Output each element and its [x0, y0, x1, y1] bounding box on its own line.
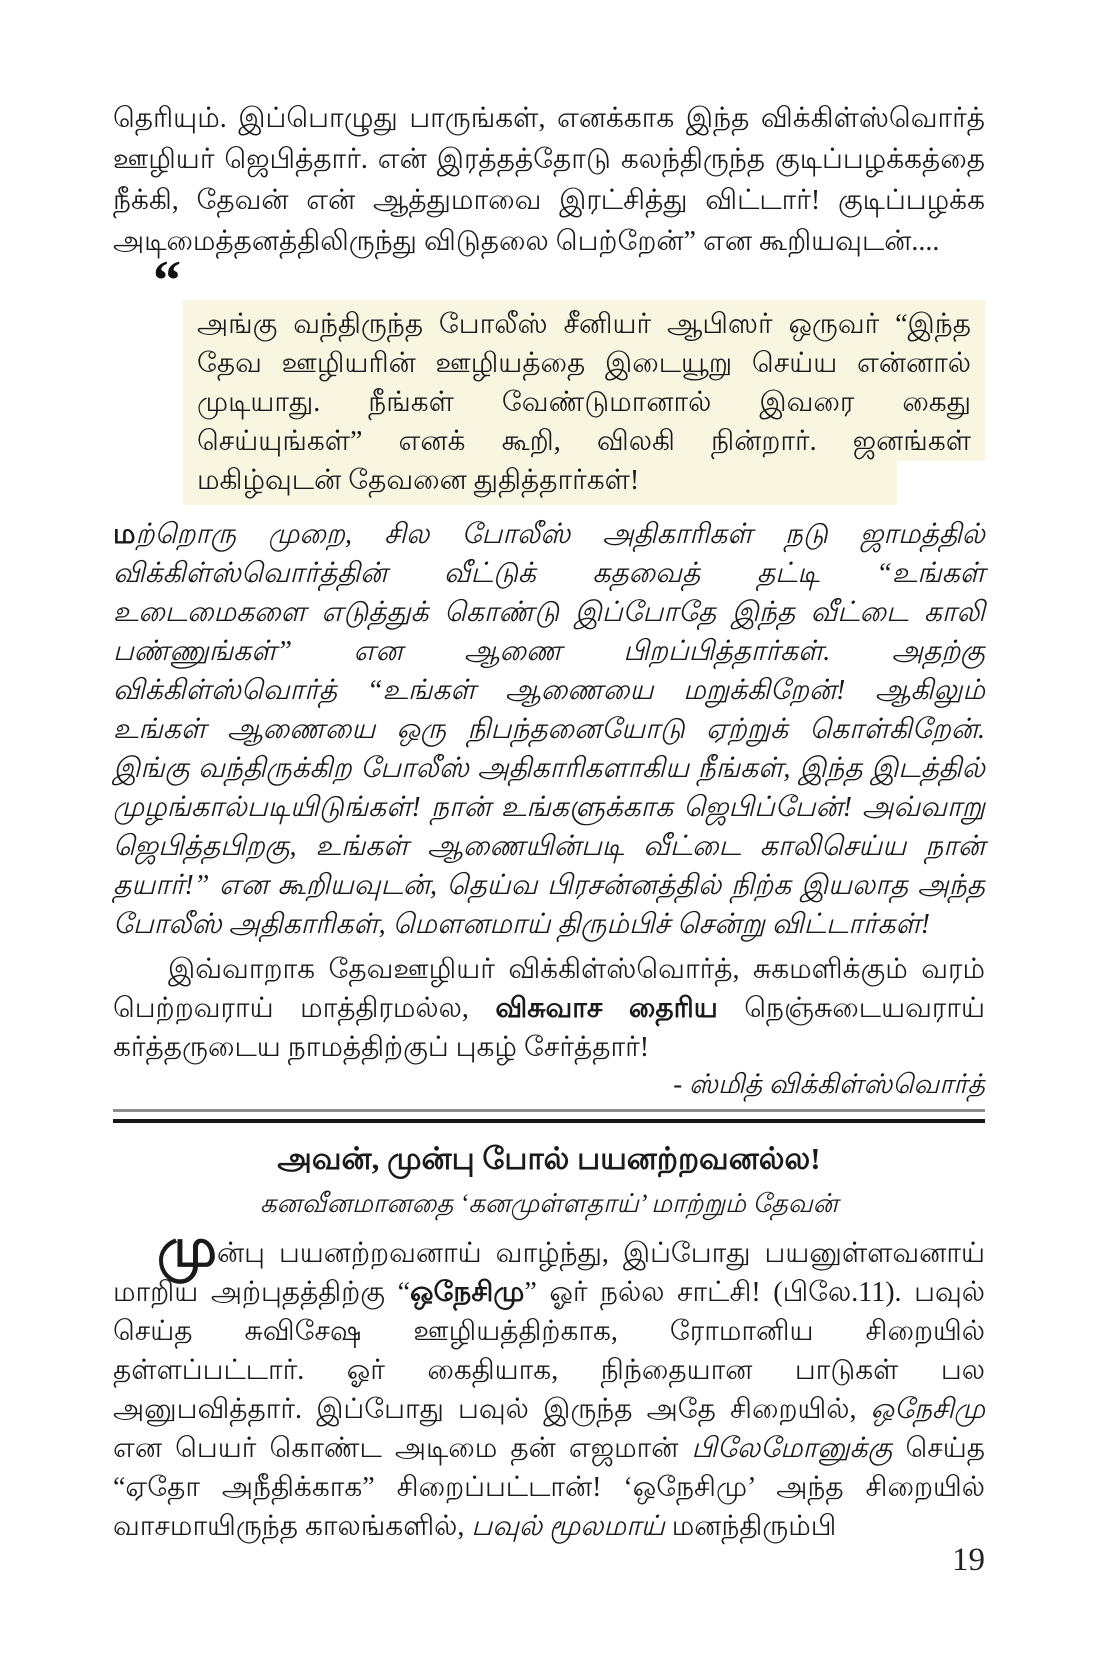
author-attribution: - ஸ்மித் விக்கிள்ஸ்வொர்த்	[673, 1069, 985, 1099]
section-subheading: கனவீனமானதை ‘கனமுள்ளதாய்’ மாற்றும் தேவன்	[260, 1189, 838, 1218]
onesimus-seg1: ன்பு பயனற்றவனாய் வாழ்ந்து, இப்போது பயனுள்ளவனாய் மாறிய அற்புதத்திற்கு “	[113, 1238, 985, 1308]
highlighted-quote-block	[183, 300, 985, 505]
paragraph-onesimus	[113, 1218, 986, 1546]
paragraph-summary-seg2: நெஞ்சுடையவராய் கர்த்தருடைய நாமத்திற்குப் புகழ் சேர்த்தார்!	[113, 993, 985, 1063]
onesimus-seg4: செய்த “ஏதோ அநீதிக்காக” சிறைப்பட்டான்! ‘ஒநேசிமு’ அந்த சிறையில் வாசமாயிருந்த காலங்களில்,	[113, 1433, 986, 1542]
paragraph-summary	[113, 950, 985, 1067]
paul-italic-run: பவுல் மூலமாய்	[471, 1511, 665, 1542]
opening-quote-icon: “	[153, 250, 181, 312]
onesimus-seg5: மனந்திரும்பி	[664, 1511, 837, 1542]
onesimus-seg2: ” ஓர் நல்ல சாட்சி! (பிலே.11). பவுல் செய்த சுவிசேஷ ஊழியத்திற்காக, ரோமானிய சிறையில் தள்ளப்பட்டார். ஓர் கைதியாக, நிந்தையான பாடுகள் பல அனுபவித்தார். இப்போது பவுல் இருந்த அதே சிறையில்,	[113, 1277, 985, 1425]
section-divider-rule	[113, 1109, 985, 1123]
paragraph-summary-bold: விசுவாச தைரிய	[495, 993, 718, 1024]
section-heading: அவன், முன்பு போல் பயனற்றவனல்ல!	[277, 1141, 821, 1176]
paragraph-police-incident	[113, 515, 985, 944]
onesimus-seg3: என பெயர் கொண்ட அடிமை தன் எஜமான்	[113, 1433, 692, 1464]
paragraph-continuation: தெரியும். இப்பொழுது பாருங்கள், எனக்காக இந்த விக்கிள்ஸ்வொர்த் ஊழியர் ஜெபித்தார். என் இரத்தத்தோடு கலந்திருந்த குடிப்பழக்கத்தை நீக்கி, தேவன் என் ஆத்துமாவை இரட்சித்து விட்டார்! குடிப்பழக்க அடிமைத்தனத்திலிருந்து விடுதலை பெற்றேன்” என கூறியவுடன்....	[113, 103, 985, 257]
philemon-italic-name: பிலேமோனுக்கு	[691, 1433, 893, 1464]
paragraph-summary-seg1: இவ்வாறாக தேவஊழியர் விக்கிள்ஸ்வொர்த், சுகமளிக்கும் வரம் பெற்றவராய் மாத்திரமல்ல,	[113, 954, 985, 1024]
page-number: 19	[952, 1542, 985, 1578]
onesimus-bold-name: ஒநேசிமு	[410, 1277, 525, 1308]
onesimus-italic-name: ஒநேசிமு	[870, 1394, 985, 1425]
dropcap-initial: மு	[157, 1218, 217, 1278]
paragraph-police-incident-text: ற்றொரு முறை, சில போலீஸ் அதிகாரிகள் நடு ஜாமத்தில் விக்கிள்ஸ்வொர்த்தின் வீட்டுக் கதவைத் தட்டி “உங்கள் உடைமைகளை எடுத்துக் கொண்டு இப்போதே இந்த வீட்டை காலி பண்ணுங்கள்” என ஆணை பிறப்பித்தார்கள். அதற்கு விக்கிள்ஸ்வொர்த் “உங்கள் ஆணையை மறுக்கிறேன்! ஆகிலும் உங்கள் ஆணையை ஒரு நிபந்தனையோடு ஏற்றுக் கொள்கிறேன். இங்கு வந்திருக்கிற போலீஸ் அதிகாரிகளாகிய நீங்கள், இந்த இடத்தில் முழங்கால்படியிடுங்கள்! நான் உங்களுக்காக ஜெபிப்பேன்! அவ்வாறு ஜெபித்தபிறகு, உங்கள் ஆணையின்படி வீட்டை காலிசெய்ய நான் தயார்!” என கூறியவுடன், தெய்வ பிரசன்னத்தில் நிற்க இயலாத அந்த போலீஸ் அதிகாரிகள், மௌனமாய் திரும்பிச் சென்று விட்டார்கள்!	[113, 519, 985, 940]
paragraph-initial-letter: ம	[113, 519, 136, 550]
highlighted-quote-text: அங்கு வந்திருந்த போலீஸ் சீனியர் ஆபிஸர் ஒருவர் “இந்த தேவ ஊழியரின் ஊழியத்தை இடையூறு செய்ய என்னால் முடியாது. நீங்கள் வேண்டுமானால் இவரை கைது செய்யுங்கள்” எனக் கூறி, விலகி நின்றார். ஜனங்கள் மகிழ்வுடன் தேவனை துதித்தார்கள்!	[197, 309, 971, 496]
